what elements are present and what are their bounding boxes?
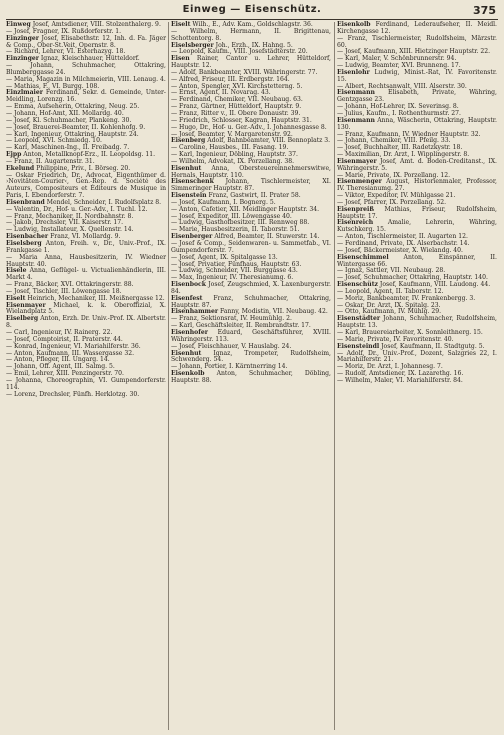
header-rule [6,19,498,20]
page-header [0,4,504,18]
directory-entry: Eiselt Heinrich, Mechaniker, III. Meißnergasse 12. [6,294,165,302]
directory-entry: Eisenmann Anna, Wäscherin, Ottakring, Hauptstr. 130. [337,116,497,131]
directory-entry: — Johann, Off. Agent, III. Salmg. 5. [6,363,115,371]
directory-entry: Einzlmaier Ferdinand, Sekr. d. Gemeinde, Unter-Meidling, Lorenzg. 16. [6,89,166,104]
directory-entry: Eisenmayer Michael, k. k. Oberoffizial, X. Wielandplatz 5. [6,301,166,316]
directory-entry: Eisenberger Alfred, Beamter, II. Stuwerstr. 14. [171,233,320,241]
directory-entry: — Richard, Lehrer, VI. Esterhazyg. 18. [6,48,126,56]
directory-entry: — Julius, Kaufm., I. Rothenthurmstr. 27. [337,109,461,117]
directory-entry: — Josef, Brauerei-Beamter, II. Kohlenhofg. 9. [6,123,146,131]
directory-entry: — Moriz, Bankbeamter, IV. Frankenbergg. 3. [337,294,476,302]
directory-entry: — Moriz, Dr. Arzt, I. Johannesg. 7. [337,363,443,371]
directory-entry: Eisenstädter Johann, Schuhmacher, Rudolfsheim, Hauptstr. 13. [337,315,497,330]
directory-entry: Eisensteindl Josef, Kaufmann, II. Stadtgutg. 5. [337,342,485,350]
directory-entry: — Wilhelm, Maler, VI. Mariahilferstr. 84. [337,376,463,384]
directory-entry: Eisenlohr Ludwig, Minist.-Rat, IV. Favoritenstr. 15. [337,68,497,83]
column-middle [171,22,331,385]
directory-entry: — Oskar, Dr. Arzt, IX. Spitalg. 23. [337,301,441,309]
directory-entry: Eiselt Wilh., E., Adv. Kam., Goldschlagstr. 36. [171,21,313,28]
directory-entry: — Karl, Maler, V. Schönbrunnerstr. 94. [337,55,457,63]
directory-entry: — Rudolf, Amtsdiener, IX. Lazarethg. 16. [337,370,464,378]
directory-entry: — Maria, Magazin in Milchmeierin, VIII. Lenaug. 4. [6,75,166,83]
directory-entry: Eisenhut Ignaz, Trompeter, Rudolfsheim, Schwenderg. 54. [171,349,331,364]
directory-entry: — Anton, Pfleger, III. Ungarg. 14. [6,356,110,364]
directory-entry: — Karl, Brauereiarbeiter, X. Sonnleithnerg. 15. [337,328,483,336]
directory-entry: — Karl, Ingenieur, Ottakring, Hauptstr. 24. [6,130,139,138]
directory-entry: — Mathias, F., VI. Burgg. 108. [6,82,100,90]
directory-entry: Eisenpreiß Mathias, Friseur, Rudolfsheim, Hauptstr. 17. [337,205,497,220]
directory-entry: Eisenmenger August, Historienmaler, Professor, IV. Theresianumg. 27. [337,178,497,193]
directory-entry: — Otto, Kaufmann, IV. Mühlg. 29. [337,308,442,316]
directory-entry: — Franz, Mechaniker, II. Nordbahnstr. 8. [6,212,134,220]
directory-entry: — Johann, Hof-Lehrer, IX. Severinsg. 8. [337,103,459,111]
directory-entry: — Franz, Kaufmann, IV. Wiedner Hauptstr. 32. [337,130,481,138]
directory-entry: — Josef & Comp., Seidenwaren- u. Sammetfab., VI. Gumpendorferstr. 7. [171,240,331,254]
directory-entry: Eiselberg Anton, Erzh. Dr. Univ.-Prof. IX. Albertstr. 8. [6,315,166,330]
directory-entry: — Josef, Privatier, Fünfhaus, Hauptstr. 63. [171,260,302,268]
directory-entry: — Josef, Buchhalter, III. Radetzkystr. 18. [337,144,463,152]
directory-entry: — Friedrich, Schlosser, Kagran, Hauptstr. 31. [171,116,312,124]
directory-entry: Eisenschimmel Anton, Einspänner, II. Wintergasse 66. [337,253,497,268]
directory-entry: — Jakob, Drechsler, VII. Kaiserstr. 17. [6,219,124,227]
directory-entry: — Albert, Rechtsanwalt, VIII. Alserstr. 30. [337,82,467,90]
directory-entry: Eisenhammer Fanny, Modistin, VII. Neubaug. 42. [171,308,328,316]
directory-entry: Eisenschenk Johann, Tischlermeister, XI. Simmeringer Hauptstr. 87. [171,178,331,193]
directory-entry: — Alfred, Friseur, III. Erdbergstr. 164. [171,75,290,83]
column-divider [168,22,169,730]
directory-entry: Eisenstein Franz, Gastwirt, II. Prater 58. [171,192,301,200]
directory-entry: — Josef, Kaufmann, XIII. Hietzinger Hauptstr. 22. [337,48,491,56]
directory-entry: — Ludwig, Installateur, X. Quellenstr. 14. [6,226,134,234]
directory-entry: — Josef, Pfarrer, IX. Porzellang. 52. [337,198,447,206]
directory-entry: Einweg Josef, Amtsdiener, VIII. Stolzenthalerg. 9. [6,21,161,28]
directory-entry: — Wilhelm, Advokat, IX. Porzellang. 38. [171,157,295,165]
directory-entry: — Viktor, Expeditor, IV. Mühlgasse 21. [337,192,456,200]
directory-entry: — Johanna, Choreographin, VI. Gumpendorferstr. 114. [6,376,166,391]
directory-entry: — Leopold, Kaufm., VIII. Josefstädterstr. 20. [171,48,308,56]
directory-entry: — Josef, Tischler, III. Löwengasse 18. [6,287,122,295]
directory-entry: — Ferdinand, Private, IX. Alserbachstr. 14. [337,240,470,247]
directory-entry: Eisenschütz Josef, Kaufmann, VIII. Laudong. 44. [337,281,491,289]
directory-entry: — Max, Ingenieur, IV. Theresianumg. 6. [171,274,294,282]
directory-entry: — Ferdinand, Chemiker, VII. Neubaug. 63. [171,96,303,104]
directory-entry: Eisenmayer Josef, Amt. d. Boden-Creditanst., IX. Währingerstr. 5. [337,157,497,172]
directory-entry: — Emma, Aufseherin, Ottakring, Neug. 25. [6,103,140,111]
column-divider [334,22,335,730]
directory-entry: — Johann, Chemiker, VIII. Pfeilg. 33. [337,137,451,145]
directory-entry: — Johann, Schuhmacher, Ottakring, Blumberggasse 24. [6,62,166,76]
directory-entry: — Franz, Bäcker, XVI. Ottakringerstr. 88. [6,281,134,289]
running-title: Einweg — Eisenschütz. [182,4,322,15]
directory-entry: — Adolf, Bankbeamter, XVIII. Währingerstr. 77. [171,68,318,76]
directory-entry: — Josef, Kl. Schuhmacher, Plankeng. 30. [6,116,132,124]
directory-entry: — Maximilian, Dr. Arzt, I. Wipplingerstr. 8. [337,151,470,159]
directory-entry: — Josef, Agent, IX. Spitalgasse 13. [171,253,278,261]
directory-entry: — Leopold, XVI. Schmiedg. 10. [6,137,102,145]
directory-entry: Ekelund Philippine, Priv., I. Börseg. 20. [6,164,131,172]
directory-entry: — Oskar Friedrich, Dr., Advocat, Eigenthümer d. ›Novitäten-Courier‹, Gen.-Rep. d. Société des Auteurs, Compositeurs et Éditeurs de Musique in Paris, I. Ebendorferstr. 7. [6,171,166,200]
directory-entry: — Karl, Maschinen-Ing., II. Freibadg. 7. [6,144,130,152]
directory-entry: Eisenreich Amalie, Lehrerin, Währing, Kutschkerg. 15. [337,219,497,234]
directory-entry: — Carl, Ingenieur, IV. Rainerg. 22. [6,328,113,336]
directory-entry: — Josef, Expeditor, III. Löwengasse 40. [171,212,292,220]
directory-entry: Eisenhofer Eduard, Geschäftsführer, XVIII. Währingerstr. 113. [171,328,331,343]
column-left [6,22,166,398]
directory-entry: — Karl, Ingenieur, Döbling, Hauptstr. 37. [171,151,298,159]
column-right [337,22,497,385]
directory-entry: Eisenkolb Anton, Schuhmacher, Döbling, Hauptstr. 88. [171,370,331,384]
directory-entry: Ejpp Anton, Metallknopf-Erz., II. Leopoldsg. 11. [6,151,156,159]
directory-entry: — Ignaz, Sattler, VII. Neubaug. 28. [337,267,446,275]
directory-entry: — Josef, Fleischhauer, V. Hauslabg. 24. [171,342,292,350]
directory-entry: — Josef, Schuhmacher, Ottakring, Hauptstr. 140. [337,274,488,282]
directory-entry: — Anton, Spengler, XVI. Kirchstetterng. 5. [171,82,303,90]
directory-entry: — Valentin, Dr., Hof- u. Ger.-Adv., I. Tuchl. 12. [6,205,148,213]
directory-entry: — Josef, Bäckermeister, X. Wielandg. 40. [337,246,463,254]
directory-entry: — Josef, Comptoirist, II. Praterstr. 44. [6,335,123,343]
directory-entry: — Anton, Tischlermeister, II. Augarten 12. [337,233,468,241]
directory-entry: — Franz, Sektionsrat, IV. Heumühlg. 2. [171,315,292,323]
directory-entry: Eisen Rainer, Cantor u. Lehrer, Hütteldorf, Hauptstr. 12. [171,55,331,70]
directory-entry: — Anton, Cafetier, XII. Meidlinger Hauptstr. 34. [171,205,320,213]
directory-entry: — Konrad, Ingenieur, VI. Mariahilferstr. 36. [6,342,141,350]
directory-entry: — Lorenz, Drechsler, Fünfh. Herklotzg. 30. [6,390,140,398]
directory-entry: Eiselsberg Anton, Freih. v., Dr., Univ.-Prof., IX. Frankgasse 1. [6,240,166,254]
page-number: 375 [473,4,496,17]
directory-entry: — Karl, Geschäftsleiter, II. Rembrandtstr. 17. [171,322,311,330]
directory-entry: — Josef, Fragner, IX. Rußdorferstr. 1. [6,27,122,35]
directory-entry: Eisenmann Elisabeth, Private, Währing, Gentzgasse 23. [337,89,497,104]
directory-entry: — Johann, Portier, I. Kärntnerring 14. [171,363,288,371]
directory-entry: — Franz, Gärtner, Hütteldorf, Hauptstr. 9. [171,103,302,111]
directory-entry: Eisele Anna, Geflügel- u. Victualienhändlerin, III. Markt 4. [6,267,166,282]
directory-entry: Einzinger Josef, Elisabethstr. 12, Inh. d. Fa. Jäger & Comp., Ober-St.Veit, Opernstr. 8. [6,34,166,49]
directory-entry: — Ernst, Agent, II. Novarag. 43. [171,89,271,97]
directory-entry: — Franz, II. Augartenstr. 31. [6,157,95,165]
directory-entry: Eiselsberger Joh., Erzh., IX. Hahng. 5. [171,41,293,49]
directory-entry: — Franz, Tischlermeister, Rudolfsheim, Märzstr. 60. [337,34,497,49]
directory-entry: Eisenberg Adolf, Bahnbeamter, VIII. Bennoplatz 3. [171,137,331,145]
directory-entry: Eisenhut Anna, Obersteuereinnehmerswitwe, Hernals, Hauptstr. 110. [171,164,331,179]
directory-entry: — Marie, Private, IV. Favoritenstr. 40. [337,335,454,343]
directory-entry: — Maria Anna, Hausbesitzerin, IV. Wiedner Hauptstr. 40. [6,253,166,268]
directory-entry: — Adolf, Dr., Univ.-Prof., Dozent, Salzgries 22, I. Mariahilferstr. 21. [337,349,497,364]
directory-entry: Eisenbrand Mendel, Schneider, I. Rudolfsplatz 8. [6,198,162,206]
directory-entry: Einzinger Ignaz, Kleischhauer, Hütteldorf. [6,55,140,63]
directory-entry: Eisenbock Josef, Zeugschmied, X. Laxenburgerstr. 84. [171,281,331,295]
directory-entry: — Marie, Hausbesitzerin, II. Taborstr. 51. [171,226,300,234]
directory-entry: — Ludwig, Beamter, XVI. Brunneng. 17. [337,62,461,70]
directory-entry: — Leopold, Agent, II. Taborstr. 12. [337,287,444,295]
directory-entry: — Ludwig, Gasthofbesitzer, III. Rennweg 88. [171,219,310,227]
directory-entry: — Josef, Beamter, V. Margaretenstr. 92. [171,130,293,138]
directory-entry: — Caroline, Hausbes., III. Fasang. 19. [171,144,289,152]
directory-entry: — Josef, Kaufmann, I. Bognerg. 5. [171,198,276,206]
directory-entry: — Hugo, Dr., Hof- u. Ger.-Adv., I. Johannesgasse 8. [171,123,327,131]
directory-entry: Eisenbacher Franz, VI. Mollardg. 9. [6,233,121,241]
directory-entry: — Ludwig, Schneider, VII. Burggasse 43. [171,267,298,275]
directory-entry: — Marie, Private, IX. Porzellang. 12. [337,171,451,179]
directory-entry: Eisenfest Franz, Schuhmacher, Ottakring, Hauptstr. 87. [171,294,331,309]
directory-entry: — Wilhelm, Hermann, II. Brigittenau, Schottentorg. 8. [171,27,331,42]
directory-entry: — Anton, Kaufmann, III. Wassergasse 32. [6,349,135,357]
directory-entry: — Franz, Ritter v., II. Obere Donaustr. 39. [171,109,301,117]
directory-entry: — Johann, Hof-Amt, XII. Mollardg. 40. [6,109,124,117]
directory-entry: Eisenkolb Ferdinand, Lederaufseher, II. Meidl. Kirchengasse 12. [337,21,497,35]
directory-entry: — Emil, Lehrer, XIII. Penzingerstr. 70. [6,370,124,378]
